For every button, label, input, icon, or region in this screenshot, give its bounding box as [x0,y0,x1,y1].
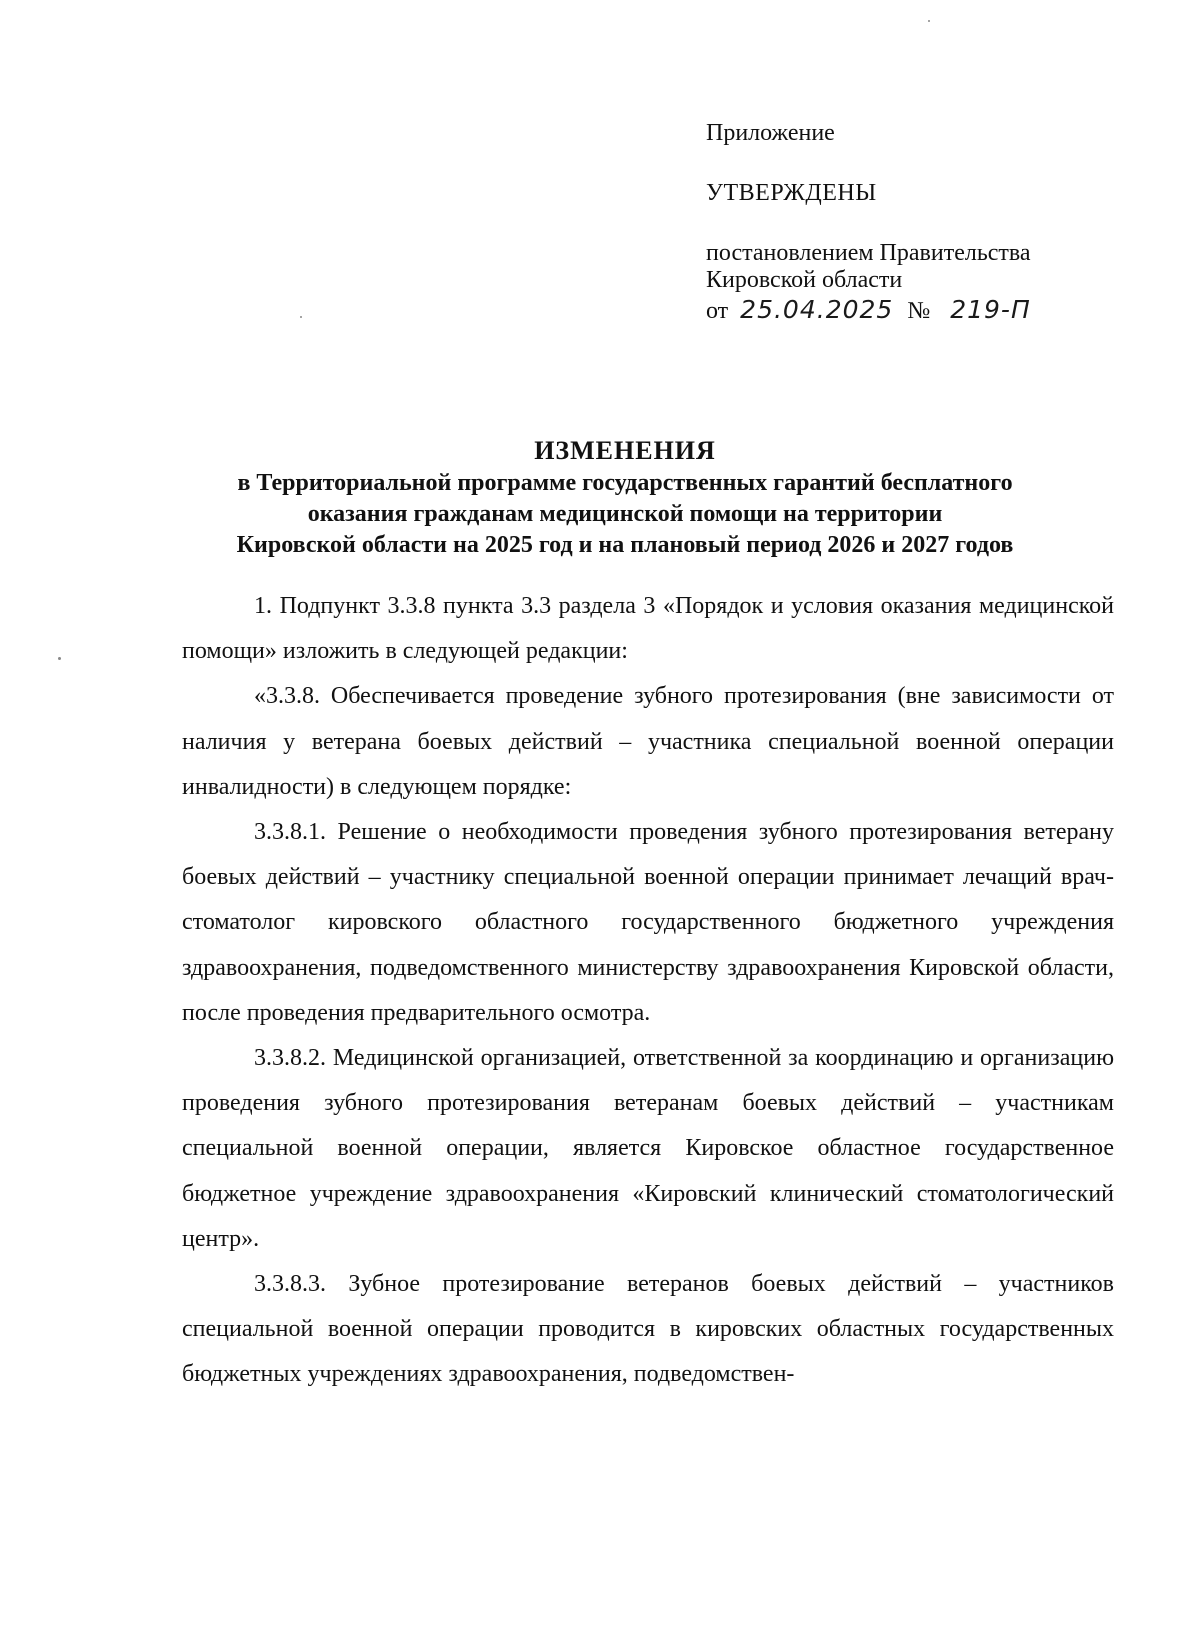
appendix-label: Приложение [706,120,835,146]
paragraph-4: 3.3.8.2. Медицинской организацией, ответственной за координацию и организацию проведения зубного протезирования ветеранам боевых действий – участникам специальной военной операции, является Кировское областное государственное бюджетное учреждение здравоохранения «Кировский клинический стоматологический центр». [182,1045,1114,1252]
approved-label: УТВЕРЖДЕНЫ [706,180,877,206]
document-title [140,434,1110,561]
paragraph-3: 3.3.8.1. Решение о необходимости проведения зубного протезирования ветерану боевых действий – участнику специальной военной операции принимает лечащий врач-стоматолог кировского областного государственного бюджетного учреждения здравоохранения, подведомственного министерству здравоохранения Кировской области, после проведения предварительного осмотра. [182,819,1114,1026]
paragraph-1: 1. Подпункт 3.3.8 пункта 3.3 раздела 3 «Порядок и условия оказания медицинской помощи» изложить в следующей редакции: [182,593,1114,665]
main-title: ИЗМЕНЕНИЯ [534,436,716,465]
handwritten-number: 219-П [950,295,1031,324]
title-line-1: в Территориальной программе государственных гарантий бесплатного [237,470,1013,496]
scan-speck [928,20,930,22]
decree-date-line [706,295,1031,325]
scan-speck [58,657,61,660]
number-sign: № [907,298,931,324]
document-body [182,584,1114,1398]
paragraph-2: «3.3.8. Обеспечивается проведение зубного протезирования (вне зависимости от наличия у ветерана боевых действий – участника специальной военной операции инвалидности) в следующем порядке: [182,683,1114,800]
region-text: Кировской области [706,267,903,293]
title-line-3: Кировской области на 2025 год и на плановый период 2026 и 2027 годов [236,532,1014,558]
paragraph-5: 3.3.8.3. Зубное протезирование ветеранов боевых действий – участников специальной военной операции проводится в кировских областных государственных бюджетных учреждениях здравоохранения, подведомствен- [182,1271,1114,1388]
decree-text: постановлением Правительства [706,240,1031,266]
handwritten-date: 25.04.2025 [740,295,894,324]
date-prefix: от [706,298,729,324]
scan-speck [300,316,302,318]
title-line-2: оказания гражданам медицинской помощи на территории [307,501,943,527]
